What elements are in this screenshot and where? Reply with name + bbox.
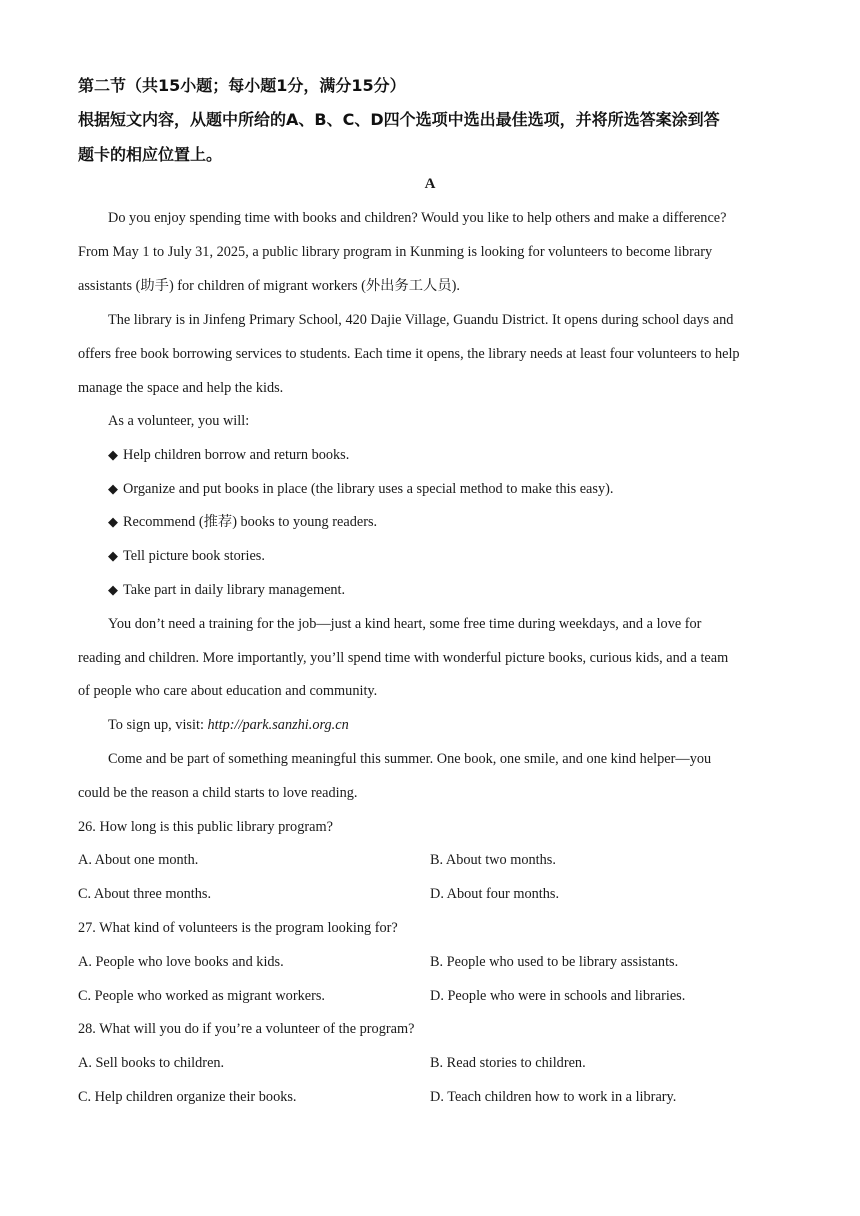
option-d: D. People who were in schools and libraries. bbox=[430, 988, 686, 1004]
paragraph-line: could be the reason a child starts to love reading. bbox=[78, 785, 358, 801]
paragraph-line: reading and children. More importantly, you’ll spend time with wonderful picture books, curious kids, and a team bbox=[78, 650, 729, 666]
paragraph-line: From May 1 to July 31, 2025, a public library program in Kunming is looking for volunteers to become library bbox=[78, 244, 713, 260]
question-stem: 28. What will you do if you’re a volunteer of the program? bbox=[78, 1021, 415, 1037]
bullet-item: ◆ Tell picture book stories. bbox=[108, 546, 783, 567]
option-d: D. Teach children how to work in a library. bbox=[430, 1089, 677, 1105]
option-a: A. Sell books to children. bbox=[78, 1055, 225, 1071]
paragraph-line: Come and be part of something meaningful this summer. One book, one smile, and one kind helper—you bbox=[108, 751, 712, 767]
signup-link[interactable]: http://park.sanzhi.org.cn bbox=[207, 717, 349, 733]
option-b: B. People who used to be library assistants. bbox=[430, 954, 679, 970]
bullet-item: ◆ Help children borrow and return books. bbox=[108, 445, 783, 466]
option-b: B. Read stories to children. bbox=[430, 1055, 586, 1071]
diamond-bullet-icon: ◆ bbox=[108, 515, 118, 530]
question-stem: 27. What kind of volunteers is the program looking for? bbox=[78, 920, 398, 936]
paragraph-line: of people who care about education and community. bbox=[78, 683, 378, 699]
paragraph-line: As a volunteer, you will: bbox=[108, 413, 250, 429]
paragraph-line: The library is in Jinfeng Primary School, 420 Dajie Village, Guandu District. It opens during school days and bbox=[108, 312, 734, 328]
question-stem: 26. How long is this public library program? bbox=[78, 819, 333, 835]
paragraph-line: You don’t need a training for the job—just a kind heart, some free time during weekdays, and a love for bbox=[108, 616, 702, 632]
diamond-bullet-icon: ◆ bbox=[108, 448, 118, 463]
option-c: C. Help children organize their books. bbox=[78, 1089, 297, 1105]
paragraph-line: Do you enjoy spending time with books and children? Would you like to help others and make a difference? bbox=[108, 210, 727, 226]
bullet-item: ◆ Recommend (推荐) books to young readers. bbox=[108, 512, 783, 533]
diamond-bullet-icon: ◆ bbox=[108, 549, 118, 564]
section-instruction-cont: 题卡的相应位置上。 bbox=[78, 145, 223, 164]
option-b: B. About two months. bbox=[430, 852, 556, 868]
paragraph-line: assistants (助手) for children of migrant workers (外出务工人员). bbox=[78, 278, 460, 294]
diamond-bullet-icon: ◆ bbox=[108, 583, 118, 598]
passage-label: A bbox=[424, 176, 436, 192]
paragraph-line: offers free book borrowing services to students. Each time it opens, the library needs at least four volunteers to help bbox=[78, 346, 740, 362]
signup-line: To sign up, visit: http://park.sanzhi.org.cn bbox=[108, 717, 349, 733]
option-a: A. About one month. bbox=[78, 852, 199, 868]
diamond-bullet-icon: ◆ bbox=[108, 482, 118, 497]
bullet-item: ◆ Organize and put books in place (the library uses a special method to make this easy). bbox=[108, 479, 783, 500]
option-c: C. People who worked as migrant workers. bbox=[78, 988, 325, 1004]
bullet-item: ◆ Take part in daily library management. bbox=[108, 580, 783, 601]
option-c: C. About three months. bbox=[78, 886, 212, 902]
option-d: D. About four months. bbox=[430, 886, 560, 902]
section-title: 第二节（共15小题；每小题1分，满分15分） bbox=[78, 76, 406, 95]
paragraph-line: manage the space and help the kids. bbox=[78, 380, 284, 396]
section-instruction: 根据短文内容，从题中所给的A、B、C、D四个选项中选出最佳选项，并将所选答案涂到答 bbox=[78, 110, 720, 129]
option-a: A. People who love books and kids. bbox=[78, 954, 284, 970]
